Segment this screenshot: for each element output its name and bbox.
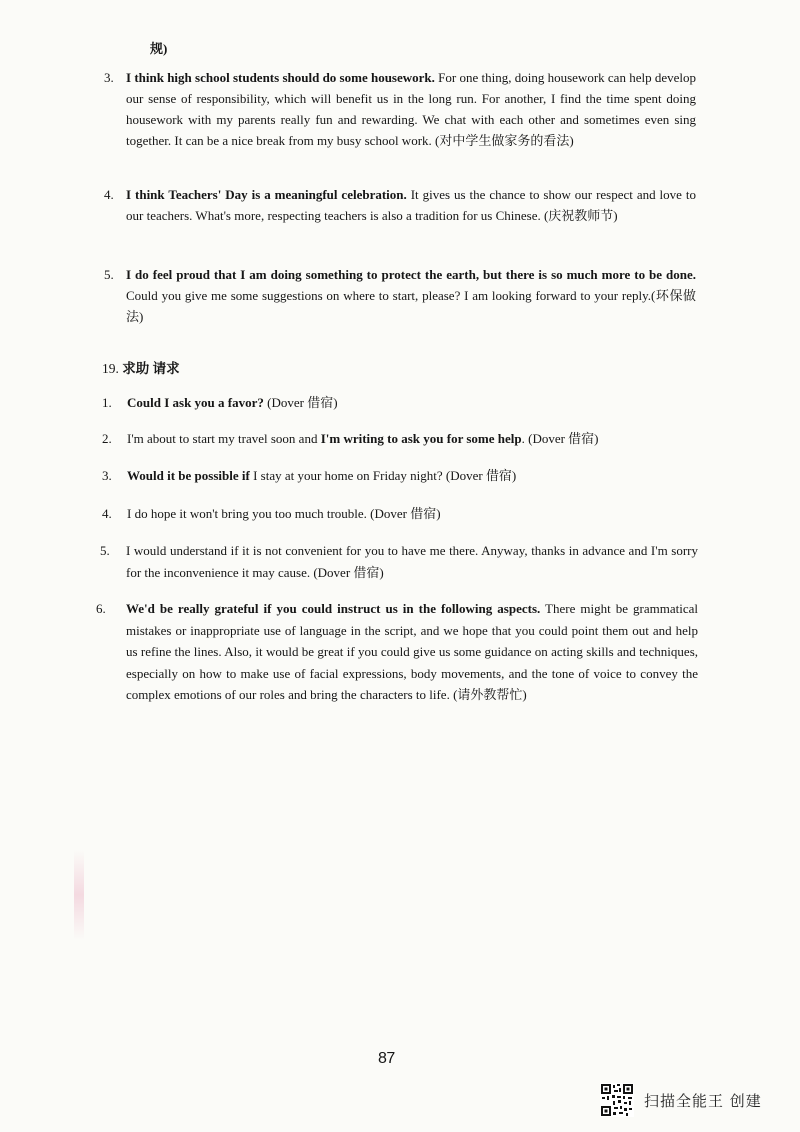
item-number: 1.	[102, 395, 112, 410]
section-number: 19.	[102, 361, 119, 376]
item-key-sentence: I do feel proud that I am doing something to protect the earth, but there is so much more to be done.	[126, 267, 696, 282]
item-body	[126, 598, 698, 706]
item-text: I do hope it won't bring you too much trouble. (Dover 借宿)	[127, 506, 441, 521]
item-number: 4.	[102, 506, 112, 521]
item-text: I would understand if it is not convenient for you to have me there. Anyway, thanks in advance and I'm sorry for the inconvenience it may cause. (Dover 借宿)	[126, 543, 698, 580]
carryover-text: 规)	[150, 41, 168, 56]
item-number: 4.	[104, 187, 114, 202]
scanner-watermark	[600, 1083, 762, 1117]
item-text: It gives us the chance to show our respect and love to our teachers. What's more, respecting teachers is also a tradition for us Chinese. (庆祝教师节)	[126, 187, 696, 223]
item-text: There might be grammatical mistakes or inappropriate use of language in the script, and we hope that you could point them out and help us refine the lines. Also, it would be great if you could give us some guidance on acting skills and techniques, especially on how to make use of facial expressions, body movements, and the tone of voice to convey the complex emotions of our roles and bring the characters to life. (请外教帮忙)	[126, 601, 698, 702]
item-number: 5.	[104, 267, 114, 282]
item-text: Could you give me some suggestions on where to start, please? I am looking forward to your reply.(环保做法)	[126, 288, 696, 324]
item-body	[127, 465, 697, 486]
item-key-sentence: We'd be really grateful if you could instruct us in the following aspects.	[126, 601, 541, 616]
item-text: . (Dover 借宿)	[521, 431, 599, 446]
item-text: (Dover 借宿)	[263, 395, 338, 410]
item-key-sentence: I think high school students should do some housework.	[126, 70, 435, 85]
section-title: 求助 请求	[122, 361, 180, 376]
item-body	[126, 67, 696, 151]
item-text: I stay at your home on Friday night? (Dover 借宿)	[249, 468, 517, 483]
page-number: 87	[378, 1050, 395, 1067]
item-body	[127, 392, 697, 413]
item-body	[127, 503, 697, 524]
item-key-sentence: I'm writing to ask you for some help	[320, 431, 522, 446]
scanner-brand-text: 扫描全能王 创建	[644, 1091, 762, 1110]
item-number: 3.	[104, 70, 114, 85]
qr-code-icon	[600, 1083, 634, 1117]
item-number: 6.	[96, 601, 106, 616]
scan-edge-mark	[74, 850, 84, 940]
item-body	[126, 540, 698, 584]
item-key-sentence: I think Teachers' Day is a meaningful celebration.	[126, 187, 407, 202]
item-key-sentence: Would it be possible if	[127, 468, 250, 483]
item-number: 2.	[102, 431, 112, 446]
item-text: For one thing, doing housework can help develop our sense of responsibility, which will benefit us in the long run. For another, I find the time spent doing housework with my parents really fun and rewarding. We chat with each other and sometimes even sing together. It can be a nice break from my busy school work. (对中学生做家务的看法)	[126, 70, 696, 148]
item-body	[126, 264, 696, 327]
item-number: 5.	[100, 543, 110, 558]
item-body: I'm about to start my travel soon and I'm writing to ask you for some help. (Dover 借宿)	[127, 431, 599, 446]
item-key-sentence: Could I ask you a favor?	[127, 395, 264, 410]
item-body	[126, 184, 696, 226]
item-number: 3.	[102, 468, 112, 483]
section-heading	[102, 357, 180, 377]
